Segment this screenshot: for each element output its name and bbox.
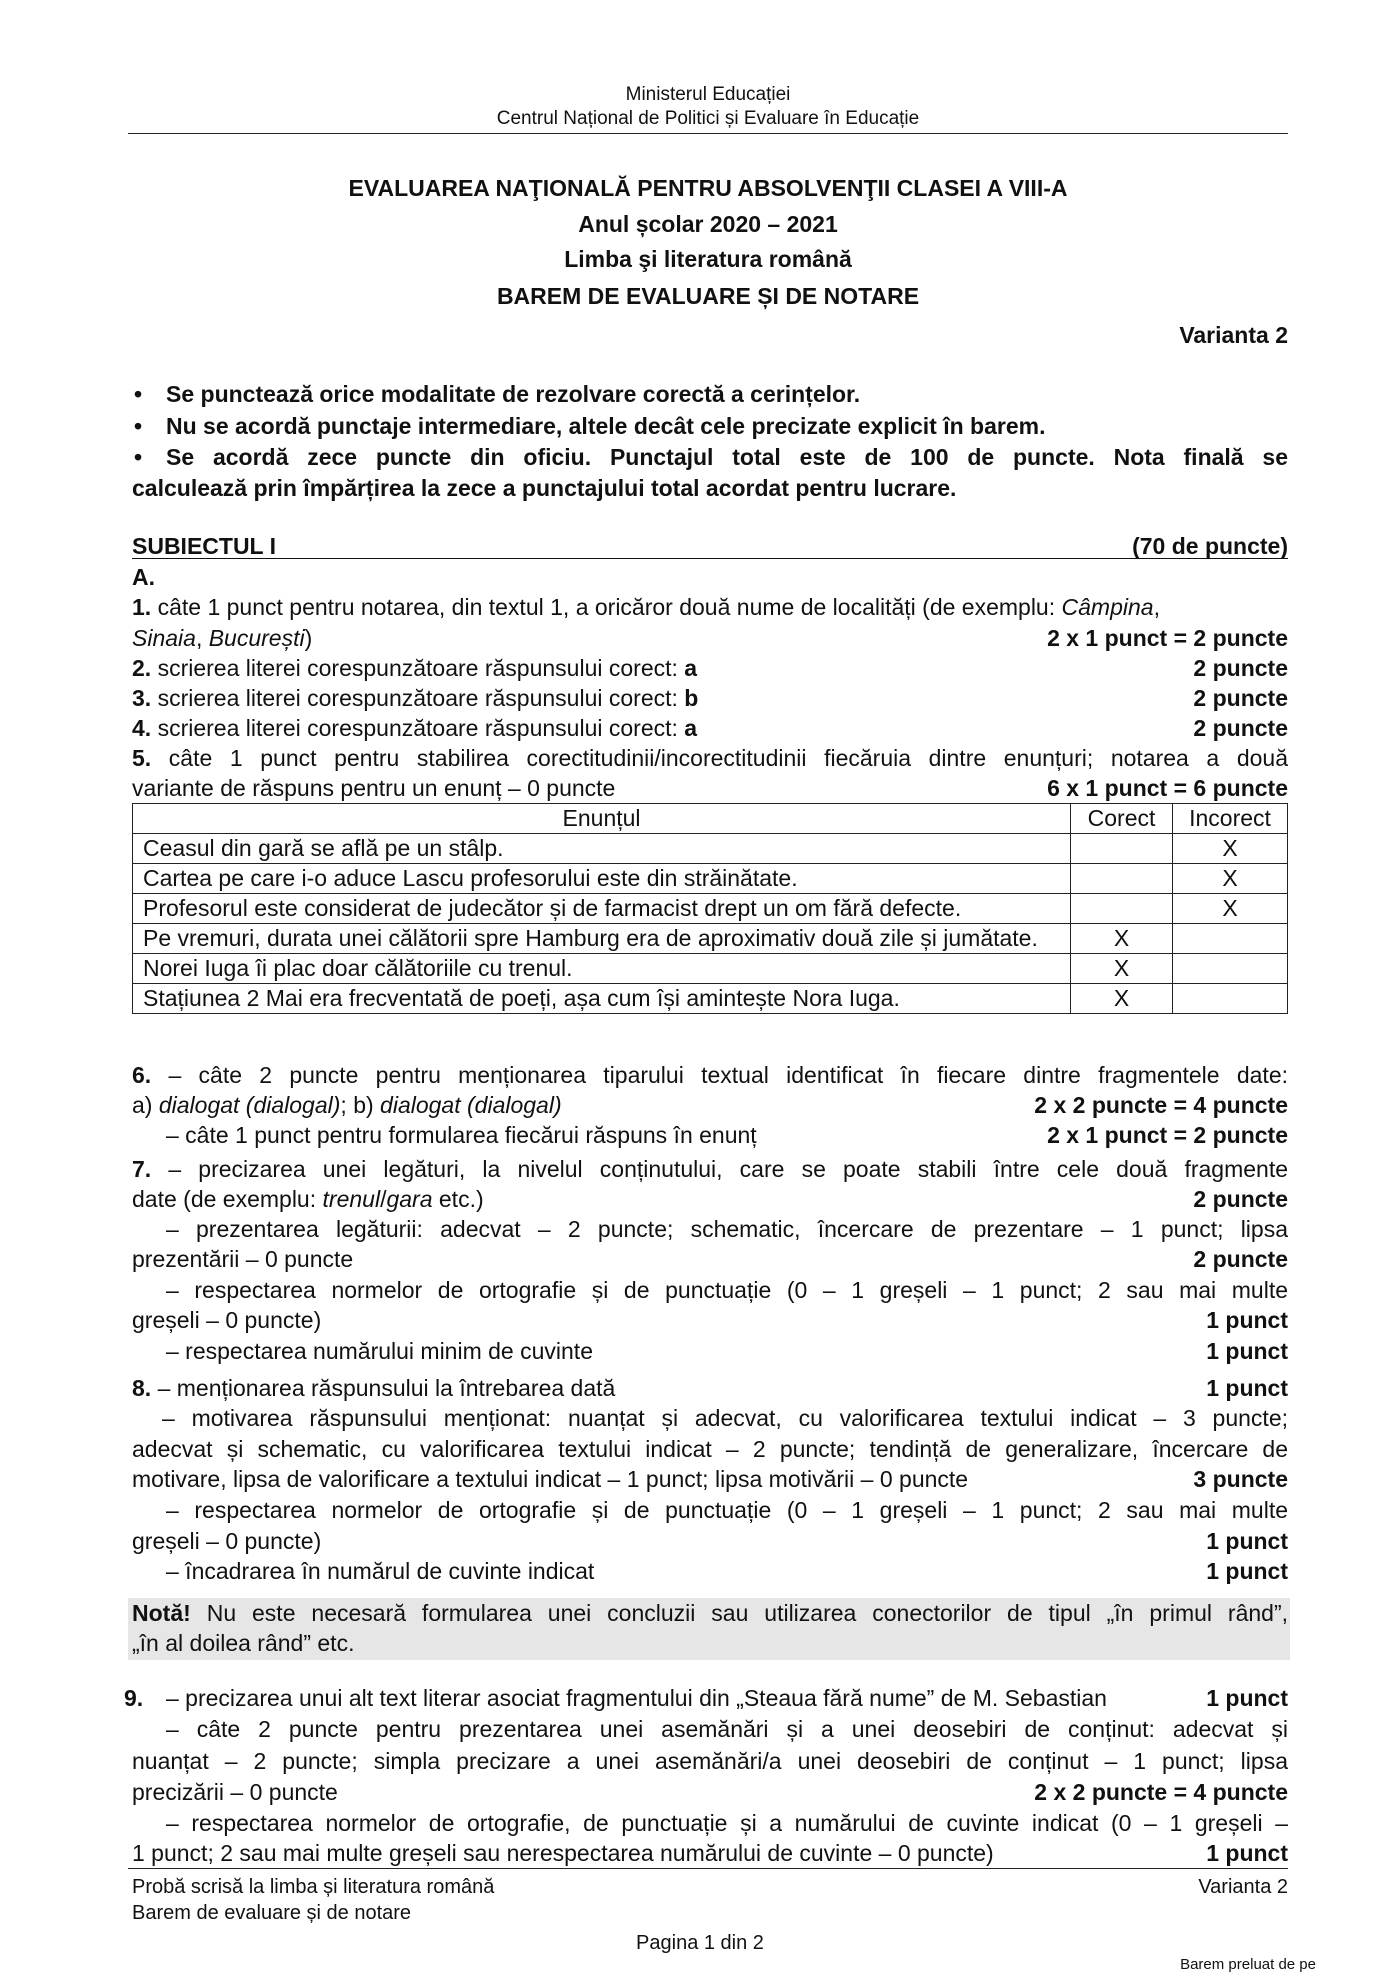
q7-line2: date (de exemplu: trenul/gara etc.) — [132, 1186, 484, 1212]
q9-score3: 1 punct — [1206, 1840, 1288, 1866]
q1-score: 2 x 1 punct = 2 puncte — [1047, 625, 1288, 651]
q1-example: Câmpina — [1061, 594, 1154, 620]
table-row — [133, 954, 1288, 984]
q7-score1: 2 puncte — [1193, 1186, 1288, 1212]
rule-2: Nu se acordă punctaje intermediare, altele decât cele precizate explicit în barem. — [166, 413, 1046, 439]
correct-cell: X — [1071, 954, 1173, 984]
q7-text: – precizarea unei legături, la nivelul conținutului, care se poate stabili între cele două fragmente — [168, 1156, 1289, 1182]
q7-text: etc.) — [438, 1186, 484, 1212]
header-divider — [128, 133, 1288, 134]
q1-number: 1. — [132, 594, 152, 620]
footer-barem: Barem de evaluare și de notare — [132, 1902, 412, 1924]
incorrect-cell — [1173, 924, 1288, 954]
footer-exam: Probă scrisă la limba și literatura română — [132, 1876, 495, 1898]
table-row — [133, 834, 1288, 864]
q6-score2: 2 x 1 punct = 2 puncte — [1047, 1122, 1288, 1148]
q8-line6: greșeli – 0 puncte) — [132, 1528, 322, 1554]
bullet-icon: • — [134, 381, 143, 407]
q5-line1 — [132, 745, 1288, 772]
correct-cell — [1071, 894, 1173, 924]
q1-line1: 1. câte 1 punct pentru notarea, din textul 1, a oricăror două nume de localități (de exemplu: Câmpina, — [132, 594, 1160, 620]
incorrect-cell — [1173, 954, 1288, 984]
q5-text: câte 1 punct pentru stabilirea corectitudinii/incorectitudinii fiecăruia dintre enunțuri; notarea a două — [168, 745, 1288, 771]
q8-line5: – respectarea normelor de ortografie și de punctuație (0 – 1 greșeli – 1 punct; 2 sau mai multe — [166, 1497, 1288, 1523]
variant-label: Varianta 2 — [1179, 322, 1288, 348]
table-row — [133, 924, 1288, 954]
note-label: Notă! — [132, 1600, 191, 1626]
correct-cell — [1071, 834, 1173, 864]
q7-line5: – respectarea normelor de ortografie și de punctuație (0 – 1 greșeli – 1 punct; 2 sau mai multe — [166, 1277, 1288, 1303]
q6-a-answer: dialogat (dialogal) — [158, 1092, 341, 1118]
q8-line7: – încadrarea în numărul de cuvinte indicat — [166, 1558, 595, 1584]
q9-score1: 1 punct — [1206, 1685, 1288, 1711]
q5-line2: variante de răspuns pentru un enunț – 0 puncte — [132, 775, 616, 801]
q4-text: scrierea literei corespunzătoare răspunsului corect: — [157, 715, 678, 741]
rule-1: Se punctează orice modalitate de rezolvare corectă a cerințelor. — [166, 381, 861, 407]
table-row — [133, 894, 1288, 924]
q7-line7: – respectarea numărului minim de cuvinte — [166, 1338, 593, 1364]
q3-answer: b — [684, 685, 699, 711]
statement-cell: Cartea pe care i-o aduce Lascu profesorului este din străinătate. — [133, 864, 1071, 894]
q5-score: 6 x 1 punct = 6 puncte — [1047, 775, 1288, 801]
q2-score: 2 puncte — [1193, 655, 1288, 681]
q8-number: 8. — [132, 1375, 152, 1401]
q7-number: 7. — [132, 1156, 152, 1182]
subject-heading — [132, 534, 1288, 559]
center-name: Centrul Național de Politici și Evaluare în Educație — [496, 108, 920, 129]
q6-text: – câte 2 puncte pentru menționarea tiparului textual identificat în fiecare dintre fragmentele date: — [168, 1062, 1288, 1088]
q2-number: 2. — [132, 655, 152, 681]
q9-line6: 1 punct; 2 sau mai multe greșeli sau nerespectarea numărului de cuvinte – 0 puncte) — [132, 1840, 994, 1866]
table-row — [133, 984, 1288, 1014]
q6-line3: – câte 1 punct pentru formularea fiecărui răspuns în enunț — [166, 1122, 757, 1148]
table-header-row — [133, 804, 1288, 834]
q7-score2: 2 puncte — [1193, 1246, 1288, 1272]
table-row — [133, 864, 1288, 894]
q7-line6: greșeli – 0 puncte) — [132, 1307, 322, 1333]
q6-number: 6. — [132, 1062, 152, 1088]
q7-line1 — [132, 1156, 1288, 1183]
note-line1 — [132, 1600, 1288, 1627]
correct-cell: X — [1071, 924, 1173, 954]
q9-line5: – respectarea normelor de ortografie, de punctuație și a numărului de cuvinte indicat (0 – 1 greșeli – — [166, 1810, 1288, 1836]
q7-score4: 1 punct — [1206, 1338, 1288, 1364]
table-header: Enunțul — [133, 804, 1071, 834]
q1-text: câte 1 punct pentru notarea, din textul 1, a oricăror două nume de localități (de exemplu: — [157, 594, 1056, 620]
q3-score: 2 puncte — [1193, 685, 1288, 711]
q8-text: – menționarea răspunsului la întrebarea dată — [157, 1375, 616, 1401]
q5-number: 5. — [132, 745, 152, 771]
statement-cell: Stațiunea 2 Mai era frecventată de poeți, așa cum își amintește Nora Iuga. — [133, 984, 1071, 1014]
q6-b-label: ; b) — [340, 1092, 374, 1118]
source-note: Barem preluat de pe — [1180, 1956, 1316, 1973]
q9-number: 9. — [124, 1685, 144, 1711]
q4-answer: a — [684, 715, 698, 741]
subject-title: Limba şi literatura română — [564, 246, 852, 272]
q6-score1: 2 x 2 puncte = 4 puncte — [1034, 1092, 1288, 1118]
q1-example: București — [208, 625, 305, 651]
bullet-icon: • — [134, 444, 143, 470]
table-header: Corect — [1071, 804, 1173, 834]
q7-line4: prezentării – 0 puncte — [132, 1246, 354, 1272]
q8-score2: 3 puncte — [1193, 1466, 1288, 1492]
statements-table — [132, 803, 1288, 1014]
statement-cell: Norei Iuga îi plac doar călătoriile cu trenul. — [133, 954, 1071, 984]
incorrect-cell: X — [1173, 834, 1288, 864]
incorrect-cell — [1173, 984, 1288, 1014]
q4-score: 2 puncte — [1193, 715, 1288, 741]
page-number: Pagina 1 din 2 — [636, 1932, 764, 1954]
q2-text: scrierea literei corespunzătoare răspunsului corect: — [157, 655, 678, 681]
q8-line2: – motivarea răspunsului menționat: nuanțat și adecvat, cu valorificarea textului indicat – 3 puncte; — [162, 1405, 1288, 1431]
statement-cell: Profesorul este considerat de judecător și de farmacist drept un om fără defecte. — [133, 894, 1071, 924]
incorrect-cell: X — [1173, 864, 1288, 894]
note-text: Nu este necesară formularea unei concluzii sau utilizarea conectorilor de tipul „în primul rând”, — [206, 1600, 1288, 1626]
rule-3: Se acordă zece puncte din oficiu. Punctajul total este de 100 de puncte. Nota finală se — [166, 444, 1288, 470]
q3-text: scrierea literei corespunzătoare răspunsului corect: — [157, 685, 678, 711]
q6-line2 — [132, 1092, 562, 1119]
rule-3-cont: calculează prin împărțirea la zece a punctajului total acordat pentru lucrare. — [132, 475, 957, 501]
exam-title: EVALUAREA NAŢIONALĂ PENTRU ABSOLVENŢII CLASEI A VIII-A — [348, 175, 1068, 201]
note-line2: „în al doilea rând” etc. — [132, 1630, 355, 1656]
q6-a-label: a) — [132, 1092, 153, 1118]
part-label: A. — [132, 564, 155, 590]
q8-score1: 1 punct — [1206, 1375, 1288, 1401]
q7-example: gara — [386, 1186, 433, 1212]
q4-number: 4. — [132, 715, 152, 741]
q8-score3: 1 punct — [1206, 1528, 1288, 1554]
table-header: Incorect — [1173, 804, 1288, 834]
statement-cell: Pe vremuri, durata unei călătorii spre Hamburg era de aproximativ două zile și jumătate. — [133, 924, 1071, 954]
q8-line4: motivare, lipsa de valorificare a textului indicat – 1 punct; lipsa motivării – 0 puncte — [132, 1466, 969, 1492]
q7-text: date (de exemplu: — [132, 1186, 317, 1212]
q9-score2: 2 x 2 puncte = 4 puncte — [1034, 1779, 1288, 1805]
q9-line3: nuanțat – 2 puncte; simpla precizare a unei asemănări/a unei deosebiri de conținut – 1 punct; lipsa — [132, 1748, 1288, 1774]
statement-cell: Ceasul din gară se află pe un stâlp. — [133, 834, 1071, 864]
q6-line1 — [132, 1062, 1288, 1089]
q8-score4: 1 punct — [1206, 1558, 1288, 1584]
ministry-name: Ministerul Educației — [625, 84, 791, 105]
subject-points: (70 de puncte) — [1132, 533, 1288, 559]
q7-line3: – prezentarea legăturii: adecvat – 2 puncte; schematic, încercare de prezentare – 1 punct; lipsa — [166, 1216, 1288, 1242]
bullet-icon: • — [134, 413, 143, 439]
q7-score3: 1 punct — [1206, 1307, 1288, 1333]
school-year: Anul școlar 2020 – 2021 — [578, 211, 838, 237]
q3-line — [132, 685, 698, 712]
subject-name: SUBIECTUL I — [132, 533, 276, 559]
q6-b-answer: dialogat (dialogal) — [380, 1092, 562, 1118]
correct-cell — [1071, 864, 1173, 894]
q3-number: 3. — [132, 685, 152, 711]
correct-cell: X — [1071, 984, 1173, 1014]
incorrect-cell: X — [1173, 894, 1288, 924]
q1-line2: Sinaia, București) — [132, 625, 313, 651]
q9-line4: precizării – 0 puncte — [132, 1779, 338, 1805]
q8-line3: adecvat și schematic, cu valorificarea textului indicat – 2 puncte; tendință de generalizare, încercare de — [132, 1436, 1288, 1462]
footer-variant: Varianta 2 — [1198, 1876, 1288, 1898]
q8-line1 — [132, 1375, 615, 1402]
q1-example: Sinaia — [132, 625, 196, 651]
barem-title: BAREM DE EVALUARE ȘI DE NOTARE — [496, 283, 920, 309]
q4-line — [132, 715, 697, 742]
q9-line2: – câte 2 puncte pentru prezentarea unei asemănări și a unei deosebiri de conținut: adecvat și — [166, 1716, 1288, 1742]
footer-divider — [128, 1868, 1288, 1869]
q9-line1: – precizarea unui alt text literar asociat fragmentului din „Steaua fără nume” de M. Sebastian — [166, 1685, 1107, 1711]
q2-line — [132, 655, 697, 682]
q7-example: trenul — [322, 1186, 381, 1212]
q2-answer: a — [684, 655, 698, 681]
